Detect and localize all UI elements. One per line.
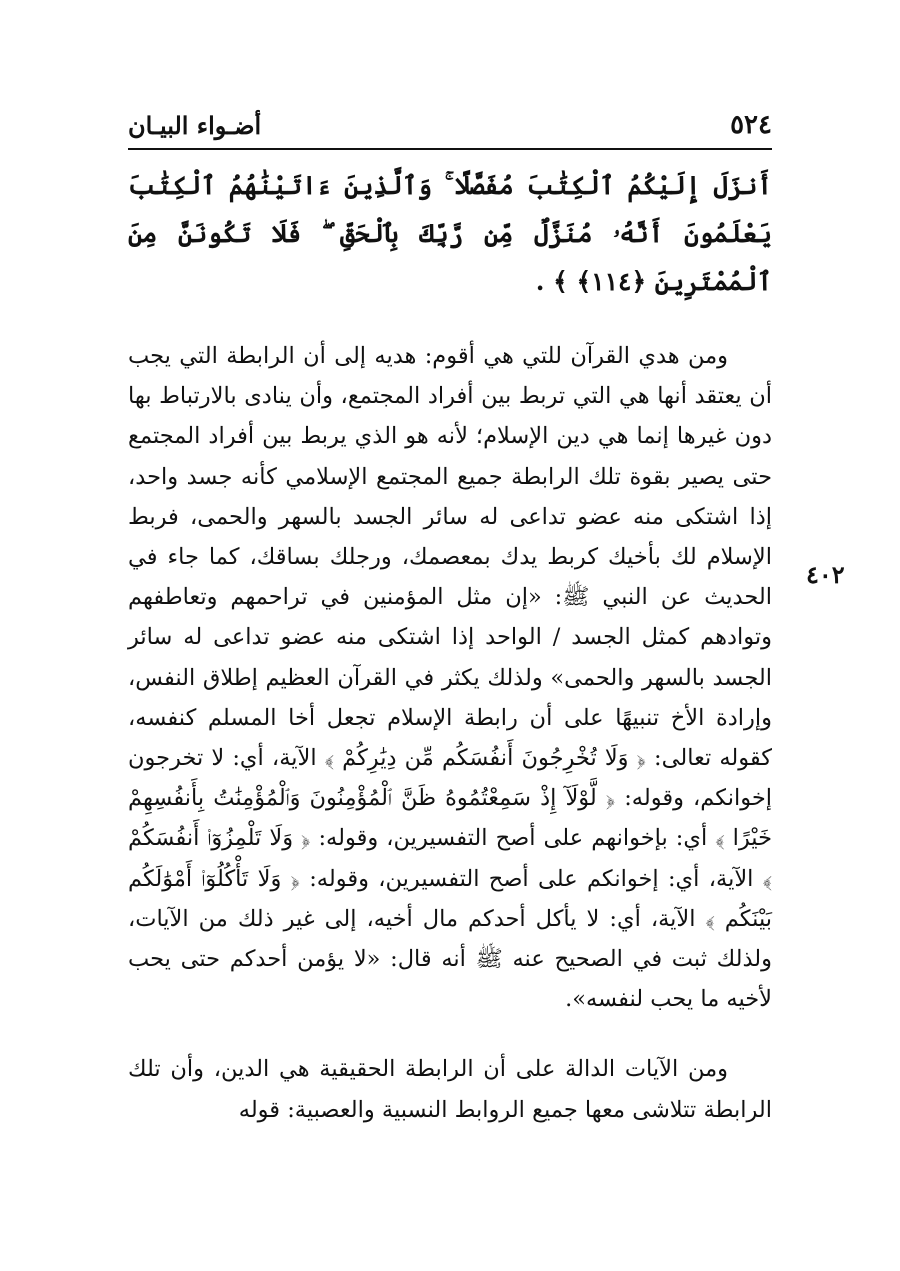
quran-verse-block: أَنزَلَ إِلَيْكُمُ ٱلْكِتَٰبَ مُفَصَّلًا ۚ وَٱلَّذِينَ ءَاتَيْنَٰهُمُ ٱلْكِتَٰبَ يَعْلَمُونَ أَنَّهُۥ مُنَزَّلٌ مِّن رَّبِّكَ بِٱلْحَقِّ ۖ فَلَا تَكُونَنَّ مِنَ ٱلْمُمْتَرِينَ ﴿١١٤﴾ ﴾ . [128, 171, 772, 296]
page-header [128, 108, 772, 142]
paragraph-2: ومن الآيات الدالة على أن الرابطة الحقيقية هي الدين، وأن تلك الرابطة تتلاشى معها جميع الروابط النسبية والعصبية: قوله [128, 1056, 772, 1123]
margin-page-reference: ٤٠٢ [806, 560, 845, 589]
book-title: أضـواء البيـان [128, 110, 262, 140]
page-body [128, 162, 772, 1160]
paragraph-1: ومن هدي القرآن للتي هي أقوم: هديه إلى أن الرابطة التي يجب أن يعتقد أنها هي التي تربط بين أفراد المجتمع، وأن ينادى بالارتباط بها دون غيرها إنما هي دين الإسلام؛ لأنه هو الذي يربط بين أفراد المجتمع حتى يصير بقوة تلك الرابطة جميع المجتمع الإسلامي كأنه جسد واحد، إذا اشتكى منه عضو تداعى له سائر الجسد بالسهر والحمى، فربط الإسلام لك بأخيك كربط يدك بمعصمك، ورجلك بساقك، كما جاء في الحديث عن النبي ﷺ: «إن مثل المؤمنين في تراحمهم وتعاطفهم وتوادهم كمثل الجسد / الواحد إذا اشتكى منه عضو تداعى له سائر الجسد بالسهر والحمى» ولذلك يكثر في القرآن العظيم إطلاق النفس، وإرادة الأخ تنبيهًا على أن رابطة الإسلام تجعل أخا المسلم كنفسه، كقوله تعالى: ﴿ وَلَا تُخْرِجُونَ أَنفُسَكُم مِّن دِيَٰرِكُمْ ﴾ الآية، أي: لا تخرجون إخوانكم، وقوله: ﴿ لَّوْلَآ إِذْ سَمِعْتُمُوهُ ظَنَّ ٱلْمُؤْمِنُونَ وَٱلْمُؤْمِنَٰتُ بِأَنفُسِهِمْ خَيْرًا ﴾ أي: بإخوانهم على أصح التفسيرين، وقوله: ﴿ وَلَا تَلْمِزُوٓا۟ أَنفُسَكُمْ ﴾ الآية، أي: إخوانكم على أصح التفسيرين، وقوله: ﴿ وَلَا تَأْكُلُوٓا۟ أَمْوَٰلَكُم بَيْنَكُم ﴾ الآية، أي: لا يأكل أحدكم مال أخيه، إلى غير ذلك من الآيات، ولذلك ثبت في الصحيح عنه ﷺ أنه قال: «لا يؤمن أحدكم حتى يحب لأخيه ما يحب لنفسه». [128, 343, 772, 1013]
page-number: ٥٢٤ [730, 110, 772, 140]
header-divider [128, 148, 772, 150]
